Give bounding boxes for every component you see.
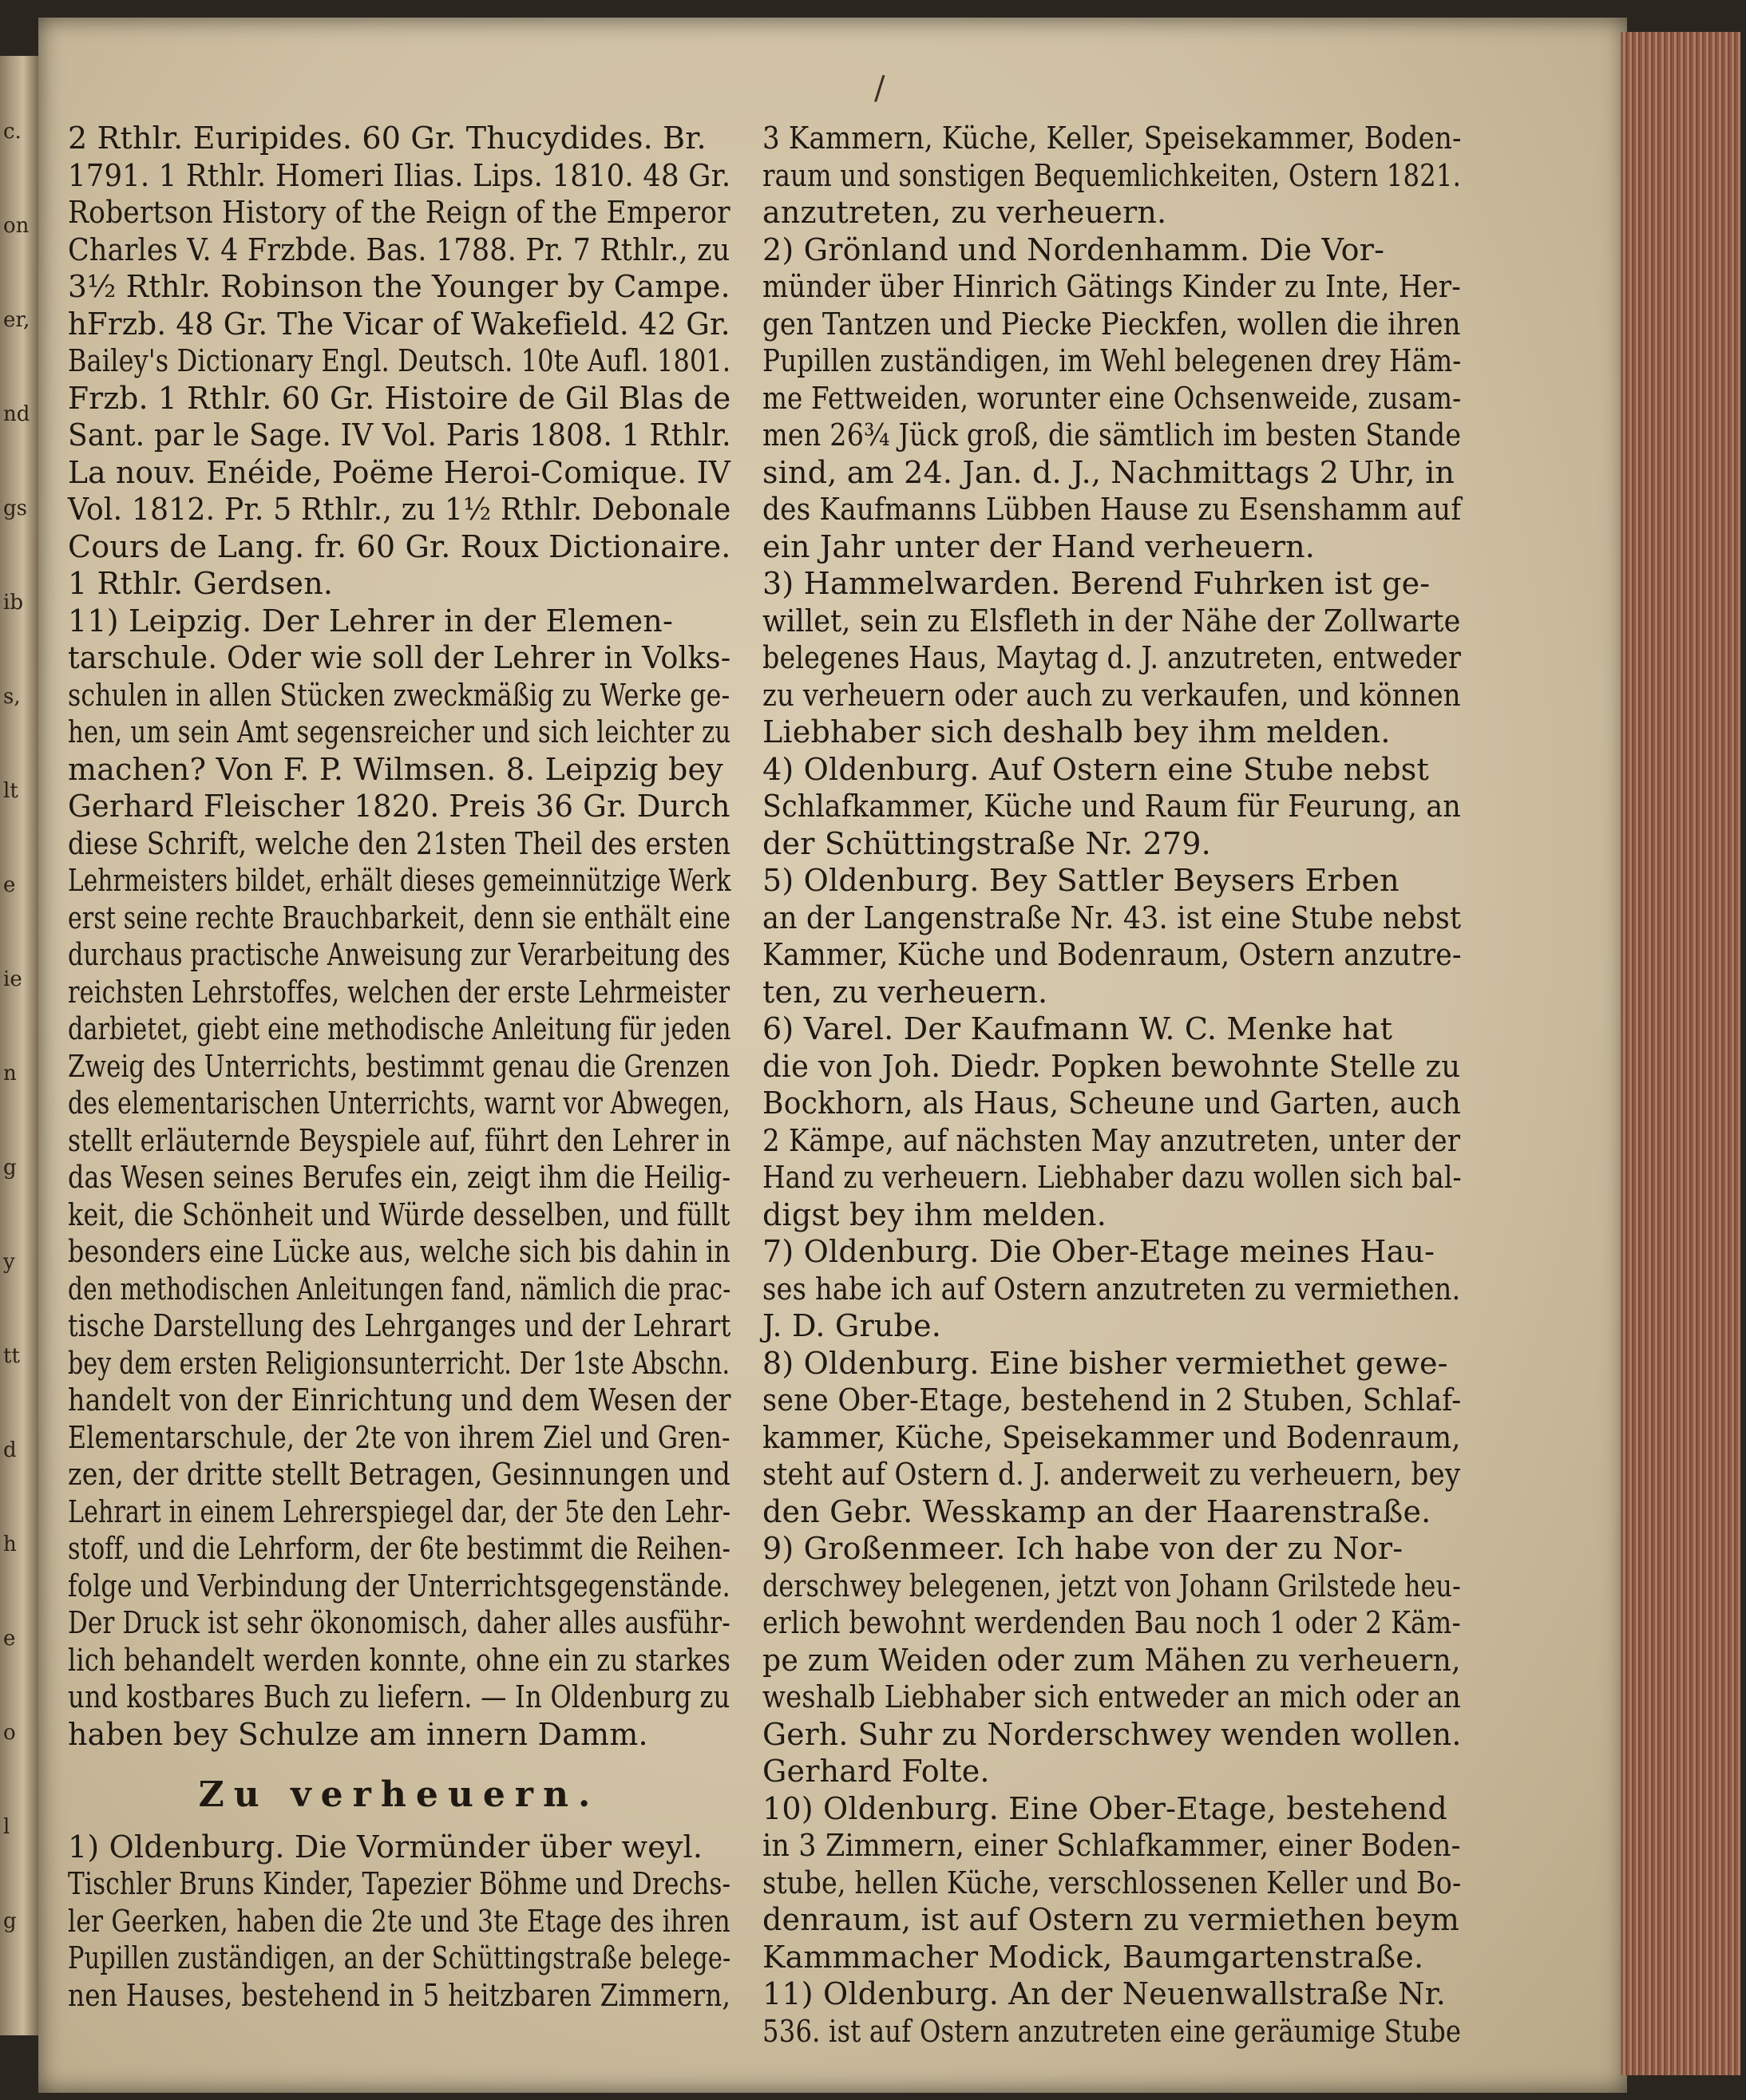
text-line: des elementarischen Unterrichts, warnt vor Abwegen, bbox=[68, 1086, 730, 1121]
text-line: kammer, Küche, Speisekammer und Bodenraum, bbox=[762, 1419, 1461, 1455]
text-line: tische Darstellung des Lehrganges und der Lehrart bbox=[68, 1308, 731, 1343]
text-line: Kammer, Küche und Bodenraum, Ostern anzutre- bbox=[762, 937, 1462, 972]
text-line: des Kaufmanns Lübben Hause zu Esenshamm auf bbox=[762, 492, 1462, 527]
text-line: ten, zu verheuern. bbox=[762, 974, 1048, 1010]
text-line: erlich bewohnt werdenden Bau noch 1 oder 2 Käm- bbox=[762, 1605, 1461, 1640]
text-line: machen? Von F. P. Wilmsen. 8. Leipzig bey bbox=[68, 751, 723, 787]
margin-fragment: ib bbox=[3, 591, 23, 615]
text-line: tarschule. Oder wie soll der Lehrer in Volks- bbox=[68, 640, 731, 675]
text-line: Hand zu verheuern. Liebhaber dazu wollen sich bal- bbox=[762, 1160, 1462, 1195]
text-line: gen Tantzen und Piecke Pieckfen, wollen die ihren bbox=[762, 306, 1461, 342]
text-line: 5) Oldenburg. Bey Sattler Beysers Erben bbox=[762, 863, 1400, 898]
text-line: zen, der dritte stellt Betragen, Gesinnungen und bbox=[68, 1457, 730, 1492]
text-line: darbietet, giebt eine methodische Anleitung für jeden bbox=[68, 1011, 731, 1046]
text-line: besonders eine Lücke aus, welche sich bis dahin in bbox=[68, 1234, 730, 1269]
text-line: Liebhaber sich deshalb bey ihm melden. bbox=[762, 714, 1391, 749]
text-line: ler Geerken, haben die 2te und 3te Etage des ihren bbox=[68, 1903, 730, 1939]
margin-fragment: e bbox=[3, 873, 16, 897]
text-line: handelt von der Einrichtung und dem Wesen der bbox=[68, 1382, 731, 1418]
text-line: me Fettweiden, worunter eine Ochsenweide, zusam- bbox=[762, 380, 1462, 416]
text-line: 536. ist auf Ostern anzutreten eine geräumige Stube bbox=[762, 2013, 1462, 2049]
text-line: 6) Varel. Der Kaufmann W. C. Menke hat bbox=[762, 1011, 1393, 1046]
text-line: ses habe ich auf Ostern anzutreten zu vermiethen. bbox=[762, 1271, 1461, 1307]
text-line: hen, um sein Amt segensreicher und sich leichter zu bbox=[68, 714, 731, 749]
text-line: 3 Kammern, Küche, Keller, Speisekammer, Boden- bbox=[762, 121, 1462, 156]
text-line: stellt erläuternde Beyspiele auf, führt den Lehrer in bbox=[68, 1122, 731, 1158]
text-line: und kostbares Buch zu liefern. — In Oldenburg zu bbox=[68, 1679, 730, 1714]
text-line: sene Ober-Etage, bestehend in 2 Stuben, Schlaf- bbox=[762, 1382, 1462, 1418]
text-line: folge und Verbindung der Unterrichtsgegenstände. bbox=[68, 1568, 730, 1604]
text-line: keit, die Schönheit und Würde desselben, und füllt bbox=[68, 1196, 730, 1232]
text-line: der Schüttingstraße Nr. 279. bbox=[762, 825, 1211, 861]
text-line: schulen in allen Stücken zweckmäßig zu Werke ge- bbox=[68, 677, 730, 713]
text-line: die von Joh. Diedr. Popken bewohnte Stelle zu bbox=[762, 1048, 1461, 1084]
text-line: hFrzb. 48 Gr. The Vicar of Wakefield. 42 Gr. bbox=[68, 306, 730, 342]
text-line: Kammmacher Modick, Baumgartenstraße. bbox=[762, 1939, 1424, 1975]
text-line: 2) Grönland und Nordenhamm. Die Vor- bbox=[762, 231, 1385, 267]
text-line: 2 Rthlr. Euripides. 60 Gr. Thucydides. Br. bbox=[68, 121, 707, 156]
text-line: Vol. 1812. Pr. 5 Rthlr., zu 1½ Rthlr. Debonale bbox=[68, 492, 731, 527]
text-line: Elementarschule, der 2te von ihrem Ziel und Gren- bbox=[68, 1419, 730, 1455]
margin-fragment: y bbox=[3, 1250, 15, 1274]
margin-fragment: er, bbox=[3, 308, 30, 332]
text-line: Gerhard Folte. bbox=[762, 1754, 990, 1789]
text-line: 1) Oldenburg. Die Vormünder über weyl. bbox=[68, 1829, 703, 1865]
text-line: 11) Leipzig. Der Lehrer in der Elemen- bbox=[68, 603, 673, 639]
text-line: stube, hellen Küche, verschlossenen Keller und Bo- bbox=[762, 1865, 1462, 1900]
margin-fragment: gs bbox=[3, 496, 27, 520]
page-stack-edges bbox=[1621, 32, 1740, 2075]
text-line: pe zum Weiden oder zum Mähen zu verheuern, bbox=[762, 1642, 1461, 1678]
text-line: haben bey Schulze am innern Damm. bbox=[68, 1716, 648, 1752]
text-line: 1 Rthlr. Gerdsen. bbox=[68, 566, 334, 601]
margin-fragment: d bbox=[3, 1438, 17, 1462]
text-line: Lehrmeisters bildet, erhält dieses gemeinnützige Werk bbox=[68, 863, 731, 898]
text-line: Lehrart in einem Lehrerspiegel dar, der 5te den Lehr- bbox=[68, 1493, 731, 1529]
text-line: Gerhard Fleischer 1820. Preis 36 Gr. Durch bbox=[68, 789, 730, 824]
text-line: belegenes Haus, Maytag d. J. anzutreten, entweder bbox=[762, 640, 1462, 675]
text-line: Frzb. 1 Rthlr. 60 Gr. Histoire de Gil Blas de bbox=[68, 380, 731, 416]
text-line: erst seine rechte Brauchbarkeit, denn sie enthält eine bbox=[68, 900, 731, 935]
text-line: den Gebr. Wesskamp an der Haarenstraße. bbox=[762, 1493, 1431, 1529]
text-line: men 26¾ Jück groß, die sämtlich im besten Stande bbox=[762, 417, 1462, 453]
left-column bbox=[68, 120, 730, 2014]
margin-fragment: on bbox=[3, 214, 30, 238]
text-line: stoff, und die Lehrform, der 6te bestimmt die Reihen- bbox=[68, 1531, 731, 1566]
text-line: derschwey belegenen, jetzt von Johann Grilstede heu- bbox=[762, 1568, 1461, 1604]
margin-fragment: c. bbox=[3, 120, 22, 144]
text-line: Robertson History of the Reign of the Emperor bbox=[68, 195, 730, 230]
margin-fragment: tt bbox=[3, 1344, 20, 1368]
text-line: 1791. 1 Rthlr. Homeri Ilias. Lips. 1810. 48 Gr. bbox=[68, 157, 731, 193]
text-line: an der Langenstraße Nr. 43. ist eine Stube nebst bbox=[762, 900, 1462, 935]
text-line: Schlafkammer, Küche und Raum für Feurung, an bbox=[762, 789, 1461, 824]
text-line: sind, am 24. Jan. d. J., Nachmittags 2 Uhr, in bbox=[762, 454, 1455, 490]
text-line: Pupillen zuständigen, im Wehl belegenen drey Häm- bbox=[762, 343, 1462, 378]
text-line: 11) Oldenburg. An der Neuenwallstraße Nr. bbox=[762, 1976, 1447, 2011]
text-line: Bailey's Dictionary Engl. Deutsch. 10te Aufl. 1801. bbox=[68, 343, 731, 378]
text-line: denraum, ist auf Ostern zu vermiethen beym bbox=[762, 1902, 1460, 1937]
text-line: diese Schrift, welche den 21sten Theil des ersten bbox=[68, 825, 731, 861]
margin-fragment: g bbox=[3, 1156, 17, 1180]
margin-fragment: e bbox=[3, 1627, 16, 1651]
text-line: J. D. Grube. bbox=[762, 1308, 941, 1343]
text-line: steht auf Ostern d. J. anderweit zu verheuern, bey bbox=[762, 1457, 1461, 1492]
text-line: Zweig des Unterrichts, bestimmt genau die Grenzen bbox=[68, 1048, 730, 1084]
text-line: zu verheuern oder auch zu verkaufen, und können bbox=[762, 677, 1461, 713]
text-line: nen Hauses, bestehend in 5 heitzbaren Zimmern, bbox=[68, 1977, 731, 2013]
margin-fragment: s, bbox=[3, 685, 21, 709]
text-line: 3) Hammelwarden. Berend Fuhrken ist ge- bbox=[762, 566, 1431, 601]
text-line: raum und sonstigen Bequemlichkeiten, Ostern 1821. bbox=[762, 157, 1462, 193]
margin-fragment: n bbox=[3, 1062, 17, 1086]
text-line: Der Druck ist sehr ökonomisch, daher alles ausführ- bbox=[68, 1605, 730, 1640]
text-line: anzutreten, zu verheuern. bbox=[762, 195, 1167, 230]
text-line: 10) Oldenburg. Eine Ober-Etage, bestehend bbox=[762, 1790, 1447, 1826]
margin-fragment: nd bbox=[3, 402, 30, 426]
text-line: Charles V. 4 Frzbde. Bas. 1788. Pr. 7 Rthlr., zu bbox=[68, 231, 730, 267]
text-line: münder über Hinrich Gätings Kinder zu Inte, Her- bbox=[762, 269, 1461, 304]
text-line: reichsten Lehrstoffes, welchen der erste Lehrmeister bbox=[68, 974, 730, 1010]
text-line: Pupillen zuständigen, an der Schüttingstraße belege- bbox=[68, 1940, 731, 1975]
margin-fragment: ie bbox=[3, 967, 22, 991]
text-line: 2 Kämpe, auf nächsten May anzutreten, unter der bbox=[762, 1122, 1461, 1158]
text-line: bey dem ersten Religionsunterricht. Der 1ste Abschn. bbox=[68, 1345, 730, 1381]
text-line: den methodischen Anleitungen fand, nämlich die prac- bbox=[68, 1271, 731, 1307]
facing-page-edge bbox=[0, 56, 38, 2035]
text-line: Bockhorn, als Haus, Scheune und Garten, auch bbox=[762, 1086, 1461, 1121]
text-line: durchaus practische Anweisung zur Verarbeitung des bbox=[68, 937, 730, 972]
margin-fragment: lt bbox=[3, 779, 18, 803]
margin-fragment: g bbox=[3, 1909, 17, 1933]
page-mark: / bbox=[874, 70, 885, 107]
text-line: das Wesen seines Berufes ein, zeigt ihm die Heilig- bbox=[68, 1160, 731, 1195]
margin-fragment: h bbox=[3, 1532, 17, 1556]
right-column bbox=[762, 120, 1461, 2050]
text-line: 9) Großenmeer. Ich habe von der zu Nor- bbox=[762, 1531, 1404, 1566]
margin-fragment: o bbox=[3, 1721, 16, 1745]
text-line: Tischler Bruns Kinder, Tapezier Böhme und Drechs- bbox=[68, 1866, 731, 1901]
text-line: weshalb Liebhaber sich entweder an mich oder an bbox=[762, 1679, 1461, 1714]
text-line: in 3 Zimmern, einer Schlafkammer, einer Boden- bbox=[762, 1828, 1461, 1863]
section-heading: Zu verheuern. bbox=[198, 1774, 600, 1815]
text-line: 4) Oldenburg. Auf Ostern eine Stube nebst bbox=[762, 751, 1429, 787]
text-line: Sant. par le Sage. IV Vol. Paris 1808. 1 Rthlr. bbox=[68, 417, 731, 453]
text-line: ein Jahr unter der Hand verheuern. bbox=[762, 528, 1316, 564]
text-line: digst bey ihm melden. bbox=[762, 1196, 1107, 1232]
text-line: La nouv. Enéide, Poëme Heroi-Comique. IV bbox=[68, 454, 731, 490]
text-line: willet, sein zu Elsfleth in der Nähe der Zollwarte bbox=[762, 603, 1461, 639]
text-line: 3½ Rthlr. Robinson the Younger by Campe. bbox=[68, 269, 730, 304]
text-line: lich behandelt werden konnte, ohne ein zu starkes bbox=[68, 1642, 731, 1678]
text-line: 8) Oldenburg. Eine bisher vermiethet gewe- bbox=[762, 1345, 1448, 1381]
text-line: 7) Oldenburg. Die Ober-Etage meines Hau- bbox=[762, 1234, 1435, 1269]
text-line: Gerh. Suhr zu Norderschwey wenden wollen. bbox=[762, 1716, 1462, 1752]
text-line: Cours de Lang. fr. 60 Gr. Roux Dictionaire. bbox=[68, 528, 731, 564]
margin-fragment: l bbox=[3, 1815, 10, 1839]
